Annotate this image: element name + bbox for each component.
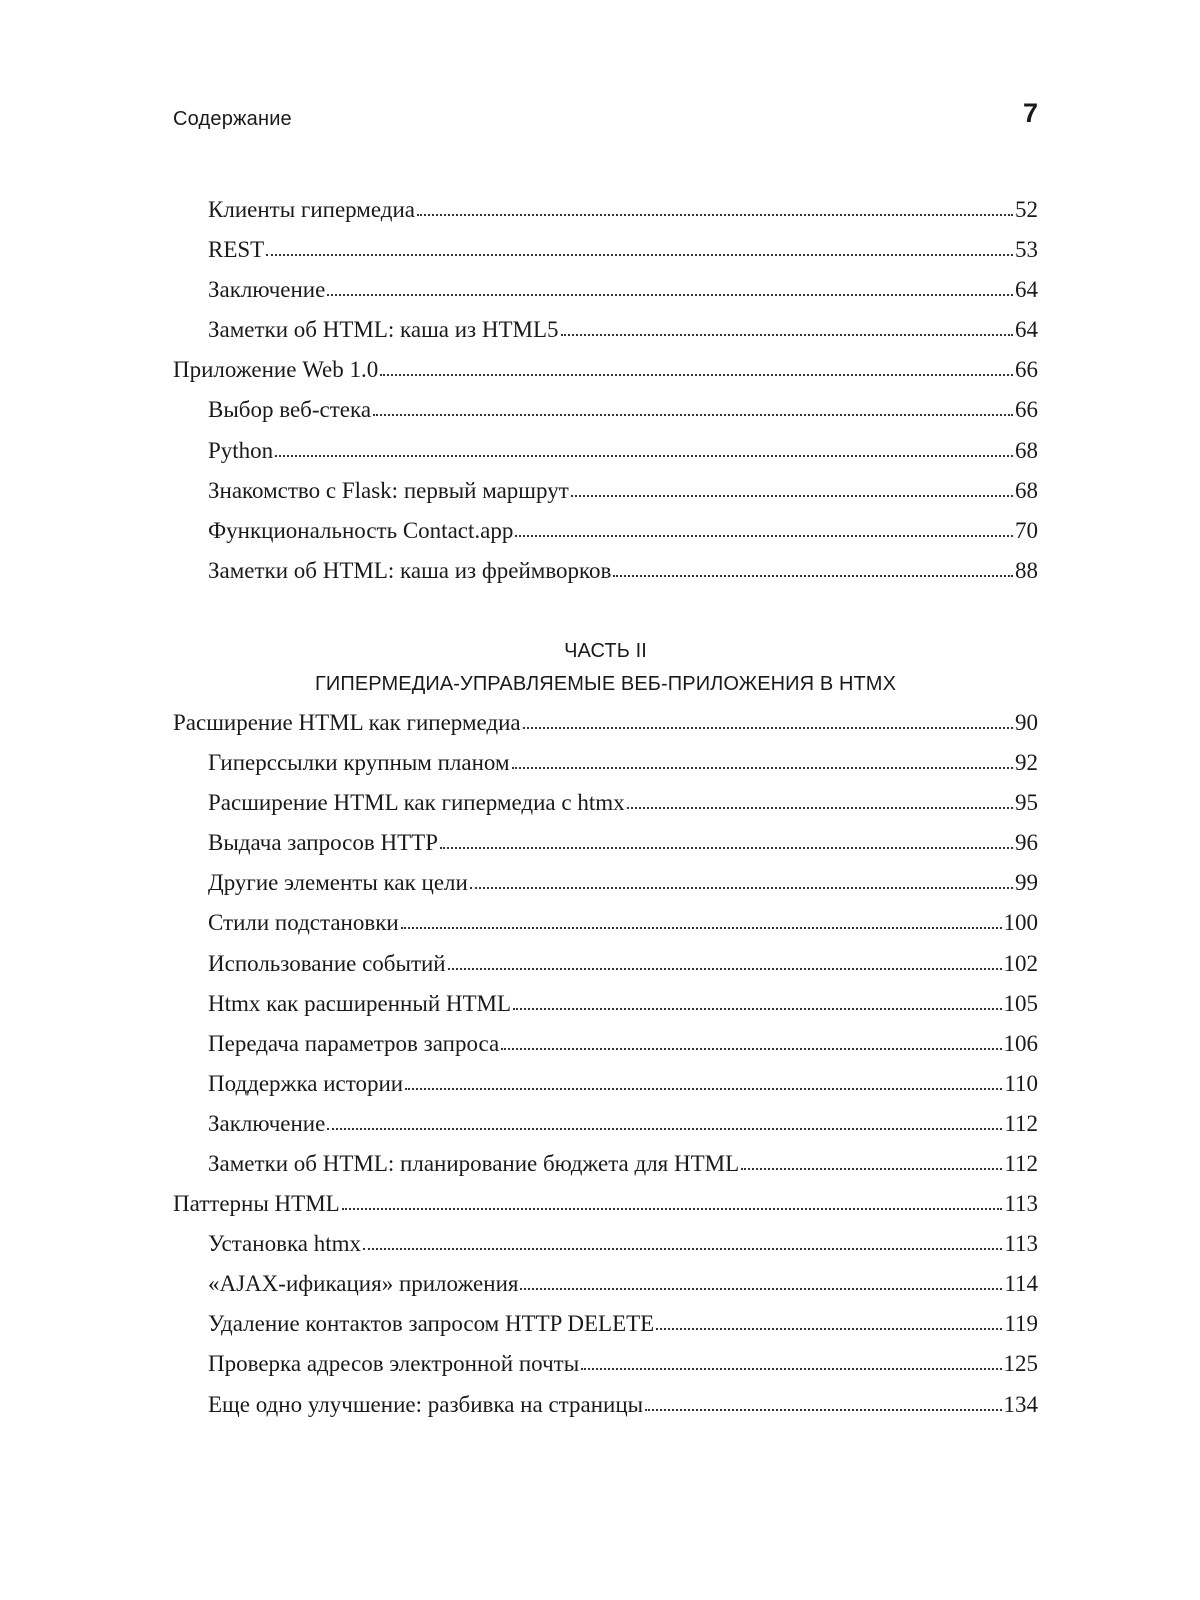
toc-dot-leader [401, 923, 1002, 929]
toc-entry-title: «AJAX-ификация» приложения [208, 1271, 519, 1297]
toc-entry-title: Заключение [208, 1110, 326, 1136]
part-label: ЧАСТЬ II [564, 639, 647, 662]
toc-entry-page: 88 [1015, 557, 1038, 583]
toc-entry-title: Знакомство с Flask: первый маршрут [208, 477, 569, 503]
toc-entry-title: Удаление контактов запросом HTTP DELETE [208, 1311, 655, 1337]
toc-entry-page: 66 [1015, 397, 1038, 423]
toc-entry [173, 1024, 1038, 1064]
toc-entry-title: Клиенты гипермедиа [208, 197, 415, 222]
toc-entry [173, 551, 1038, 591]
toc-entry-page: 90 [1015, 709, 1038, 735]
toc-group-top [173, 190, 1038, 591]
toc-entry-title: Установка htmx [208, 1231, 362, 1257]
toc-entry-page: 70 [1015, 517, 1038, 543]
toc-entry-page: 113 [1004, 1231, 1038, 1257]
toc-dot-leader [327, 290, 1013, 296]
toc-entry-page: 53 [1015, 237, 1038, 263]
table-of-contents [173, 190, 1038, 1425]
toc-entry-page: 110 [1004, 1070, 1038, 1096]
toc-entry [173, 944, 1038, 984]
toc-dot-leader [266, 250, 1013, 256]
toc-entry-page: 96 [1015, 830, 1038, 856]
toc-entry-title: Другие элементы как цели [208, 870, 468, 896]
toc-entry [173, 431, 1038, 471]
toc-entry-title: Использование событий [208, 950, 446, 976]
toc-entry-title: Python [208, 437, 274, 463]
toc-entry-title: Стили подстановки [208, 910, 399, 936]
toc-entry [173, 310, 1038, 350]
toc-entry [173, 471, 1038, 511]
toc-entry [173, 1224, 1038, 1264]
toc-entry [173, 230, 1038, 270]
toc-dot-leader [440, 843, 1013, 849]
toc-entry-page: 125 [1003, 1351, 1038, 1377]
toc-entry-page: 92 [1015, 750, 1038, 776]
toc-entry-page: 112 [1004, 1110, 1038, 1136]
toc-dot-leader [645, 1405, 1001, 1411]
toc-entry-title: Проверка адресов электронной почты [208, 1351, 580, 1377]
toc-dot-leader [561, 330, 1013, 336]
toc-entry [173, 823, 1038, 863]
toc-entry-page: 134 [1003, 1391, 1038, 1417]
toc-entry-page: 105 [1003, 990, 1038, 1016]
toc-entry-title: REST [208, 237, 265, 263]
toc-dot-leader [275, 451, 1013, 457]
toc-entry [173, 1264, 1038, 1304]
part-heading [173, 635, 1038, 701]
toc-entry-page: 95 [1015, 790, 1038, 816]
toc-entry-title: Гиперссылки крупным планом [208, 750, 510, 776]
toc-dot-leader [656, 1324, 1002, 1330]
part-title: ГИПЕРМЕДИА-УПРАВЛЯЕМЫЕ ВЕБ-ПРИЛОЖЕНИЯ В HTMX [314, 672, 897, 695]
toc-dot-leader [515, 531, 1013, 537]
toc-entry [173, 1344, 1038, 1384]
toc-group-bottom [173, 703, 1038, 1425]
toc-dot-leader [613, 571, 1013, 577]
toc-entry-page: 52 [1015, 197, 1038, 222]
running-head: Содержание [173, 108, 292, 130]
toc-entry [173, 1184, 1038, 1224]
toc-entry-title: Заметки об HTML: планирование бюджета для HTML [208, 1150, 740, 1176]
toc-dot-leader [327, 1124, 1002, 1130]
toc-dot-leader [448, 964, 1002, 970]
toc-entry-page: 68 [1015, 437, 1038, 463]
toc-entry-title: Приложение Web 1.0 [173, 357, 379, 383]
toc-entry-title: Еще одно улучшение: разбивка на страницы [208, 1391, 644, 1417]
toc-entry [173, 511, 1038, 551]
toc-dot-leader [523, 723, 1013, 729]
toc-entry-title: Заметки об HTML: каша из HTML5 [208, 317, 559, 343]
toc-dot-leader [571, 491, 1013, 497]
toc-entry-title: Расширение HTML как гипермедиа с htmx [208, 790, 625, 816]
toc-entry [173, 1104, 1038, 1144]
toc-dot-leader [405, 1084, 1002, 1090]
toc-entry [173, 984, 1038, 1024]
toc-entry [173, 270, 1038, 310]
toc-dot-leader [363, 1244, 1002, 1250]
page-number: 7 [1022, 98, 1038, 128]
toc-entry-title: Заключение [208, 277, 326, 303]
toc-dot-leader [627, 803, 1013, 809]
toc-entry [173, 1064, 1038, 1104]
toc-entry-title: Заметки об HTML: каша из фреймворков [208, 557, 612, 583]
toc-entry-title: Htmx как расширенный HTML [208, 990, 512, 1016]
toc-entry-page: 102 [1003, 950, 1038, 976]
page-header [173, 98, 1038, 138]
toc-entry-page: 112 [1004, 1150, 1038, 1176]
toc-dot-leader [741, 1164, 1002, 1170]
toc-entry-page: 66 [1015, 357, 1038, 383]
toc-entry [173, 863, 1038, 903]
toc-entry [173, 390, 1038, 430]
toc-entry-page: 106 [1003, 1030, 1038, 1056]
toc-entry-title: Выбор веб-стека [208, 397, 372, 423]
toc-entry-title: Поддержка истории [208, 1070, 404, 1096]
toc-dot-leader [581, 1364, 1001, 1370]
toc-entry-page: 64 [1015, 317, 1038, 343]
toc-entry-page: 68 [1015, 477, 1038, 503]
toc-entry [173, 743, 1038, 783]
toc-entry-page: 64 [1015, 277, 1038, 303]
toc-entry-page: 119 [1004, 1311, 1038, 1337]
toc-dot-leader [342, 1204, 1003, 1210]
toc-entry [173, 1144, 1038, 1184]
toc-dot-leader [470, 883, 1013, 889]
toc-dot-leader [373, 410, 1013, 416]
toc-entry-title: Функциональность Contact.app [208, 517, 514, 543]
toc-dot-leader [512, 763, 1014, 769]
toc-dot-leader [417, 210, 1013, 216]
toc-entry-title: Расширение HTML как гипермедиа [173, 709, 521, 735]
toc-entry [173, 783, 1038, 823]
toc-entry [173, 1385, 1038, 1425]
toc-entry [173, 903, 1038, 943]
toc-entry [173, 1304, 1038, 1344]
toc-dot-leader [380, 370, 1013, 376]
toc-entry-title: Передача параметров запроса [208, 1030, 500, 1056]
toc-entry-page: 114 [1004, 1271, 1038, 1297]
toc-entry [173, 190, 1038, 230]
toc-dot-leader [520, 1284, 1002, 1290]
toc-dot-leader [513, 1004, 1001, 1010]
toc-entry-title: Паттерны HTML [173, 1191, 340, 1217]
toc-entry [173, 703, 1038, 743]
toc-entry [173, 350, 1038, 390]
toc-entry-title: Выдача запросов HTTP [208, 830, 438, 856]
toc-entry-page: 99 [1015, 870, 1038, 896]
toc-dot-leader [501, 1044, 1001, 1050]
toc-entry-page: 100 [1003, 910, 1038, 936]
toc-entry-page: 113 [1004, 1191, 1038, 1217]
